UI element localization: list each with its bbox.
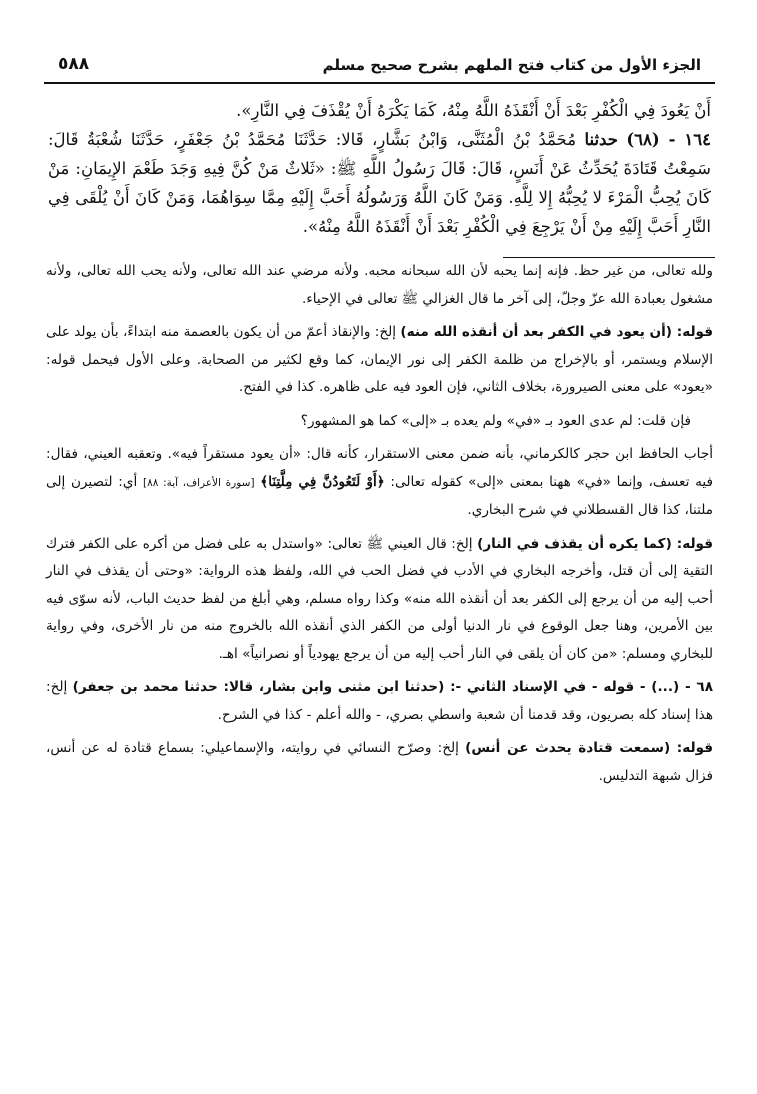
commentary-text: إلخ: هذا إسناد كله بصريون، وقد قدمنا أن شعبة واسطي بصري، - والله أعلم - كذا في الشرح. [46,679,713,723]
commentary-paragraph-5 [46,531,713,669]
commentary-text: إلخ: قال العيني ﷺ تعالى: «واستدل به على فضل من أكره على الكفر فترك التقية إلى أن قتل، وأخرجه البخاري في الأدب في فضل الحب في الله، ولفظ هذه الرواية: «وحتى أن يقذف في النار أحب إليه من أن يرجع إلى الكفر بعد أن أنقذه الله منه» وكذا رواه مسلم، وهي أبلغ من لفظ حديث الباب، لأنه سوّى فيه بين الأمرين، وهنا جعل الوقوع في نار الدنيا أولى من الكفر الذي أنقذه الله بالخروج منه من نار الأخرى، وفي رواية للبخاري ومسلم: «من كان أن يلقى في النار أحب إليه من أن يرجع يهودياً أو نصرانياً» اهـ. [46,535,713,662]
commentary-paragraph-7 [46,735,713,790]
hadith-body: مُحَمَّدُ بْنُ الْمُثَنَّى، وَابْنُ بَشَّارٍ، قَالا: حَدَّثَنَا مُحَمَّدُ بْنُ جَعْفَرٍ، حَدَّثَنَا شُعْبَةُ قَالَ: سَمِعْتُ قَتَادَةَ يُحَدِّثُ عَنْ أَنَسٍ، قَالَ: قَالَ رَسُولُ اللَّهِ ﷺ: «ثَلاثٌ مَنْ كُنَّ فِيهِ وَجَدَ طَعْمَ الإِيمَانِ: مَنْ كَانَ يُحِبُّ الْمَرْءَ لا يُحِبُّهُ إِلا لِلَّهِ. وَمَنْ كَانَ اللَّهُ وَرَسُولُهُ أَحَبَّ إِلَيْهِ مِمَّا سِوَاهُمَا، وَمَنْ كَانَ أَنْ يُلْقَى فِي النَّارِ أَحَبَّ إِلَيْهِ مِنْ أَنْ يَرْجِعَ فِي الْكُفْرِ بَعْدَ أَنْ أَنْقَذَهُ اللَّهُ مِنْهُ». [48,130,711,236]
hadith-lead: حدثنا [584,130,618,149]
page-header [44,40,715,78]
header-rule [44,82,715,84]
commentary-lead: قوله: (أن يعود في الكفر بعد أن أنقذه الله منه) [400,324,713,340]
page-number: ٥٨٨ [58,54,90,74]
commentary-lead: ٦٨ - (...) - قوله - في الإسناد الثاني -: (حدثنا ابن مثنى وابن بشار، قالا: حدثنا محمد بن جعفر) [72,679,713,695]
commentary-paragraph-4 [46,441,713,525]
running-title: الجزء الأول من كتاب فتح الملهم بشرح صحيح مسلم [322,56,701,74]
main-hadith-text [44,96,715,241]
commentary-lead: قوله: (كما يكره أن يقذف في النار) [477,535,713,552]
commentary-text: أجاب الحافظ ابن حجر كالكرماني، بأنه ضمن معنى الاستقرار، كأنه قال: «أن يعود مستقراً فيه». وتعقبه العيني، فقال: فيه تعسف، وإنما «في» ههنا بمعنى «إلى» كقوله تعالى: [46,446,713,490]
commentary-text: أي: لتصيرن إلى ملتنا، كذا قال القسطلاني في شرح البخاري. [46,473,713,518]
commentary-paragraph-2 [46,319,713,402]
commentary-lead: قوله: (سمعت قتادة يحدث عن أنس) [465,740,714,756]
hadith-164 [48,125,711,241]
commentary-paragraph-1: ولله تعالى، من غير حظ. فإنه إنما يحبه لأن الله سبحانه محبه. ولأنه مرضي عند الله تعالى، ولأنه يحب الله تعالى، ولأنه مشغول بعبادة الله عزّ وجلّ، إلى آخر ما قال الغزالي ﷺ تعالى في الإحياء. [46,263,713,307]
quran-verse: ﴿أَوْ لَتَعُودُنَّ فِي مِلَّتِنَا﴾ [260,473,385,490]
previous-hadith-ending: أَنْ يَعُودَ فِي الْكُفْرِ بَعْدَ أَنْ أَنْقَذَهُ اللَّهُ مِنْهُ، كَمَا يَكْرَهُ أَنْ يُقْذَفَ فِي النَّارِ». [236,101,711,120]
commentary-question: فإن قلت: لم عدى العود بـ «في» ولم يعده بـ «إلى» كما هو المشهور؟ [300,412,691,429]
commentary-paragraph-6 [46,674,713,729]
verse-reference: [سورة الأعراف، آية: ٨٨] [142,476,255,489]
commentary [44,258,715,790]
hadith-number: ١٦٤ - (٦٨) [626,130,711,149]
commentary-text: إلخ: والإنقاذ أعمّ من أن يكون بالعصمة منه ابتداءً، بأن يولد على الإسلام ويستمر، أو بالإخراج من ظلمة الكفر إلى نور الإيمان، كما وقع لكثير من الصحابة. وعلى الأول فيحمل قوله: «يعود» على معنى الصيرورة، بخلاف الثاني، فإن العود فيه على ظاهره. كذا في الفتح. [46,324,713,395]
commentary-text: إلخ: وصرّح النسائي في روايته، والإسماعيلي: بسماع قتادة له عن أنس، فزال شبهة التدليس. [46,740,713,784]
